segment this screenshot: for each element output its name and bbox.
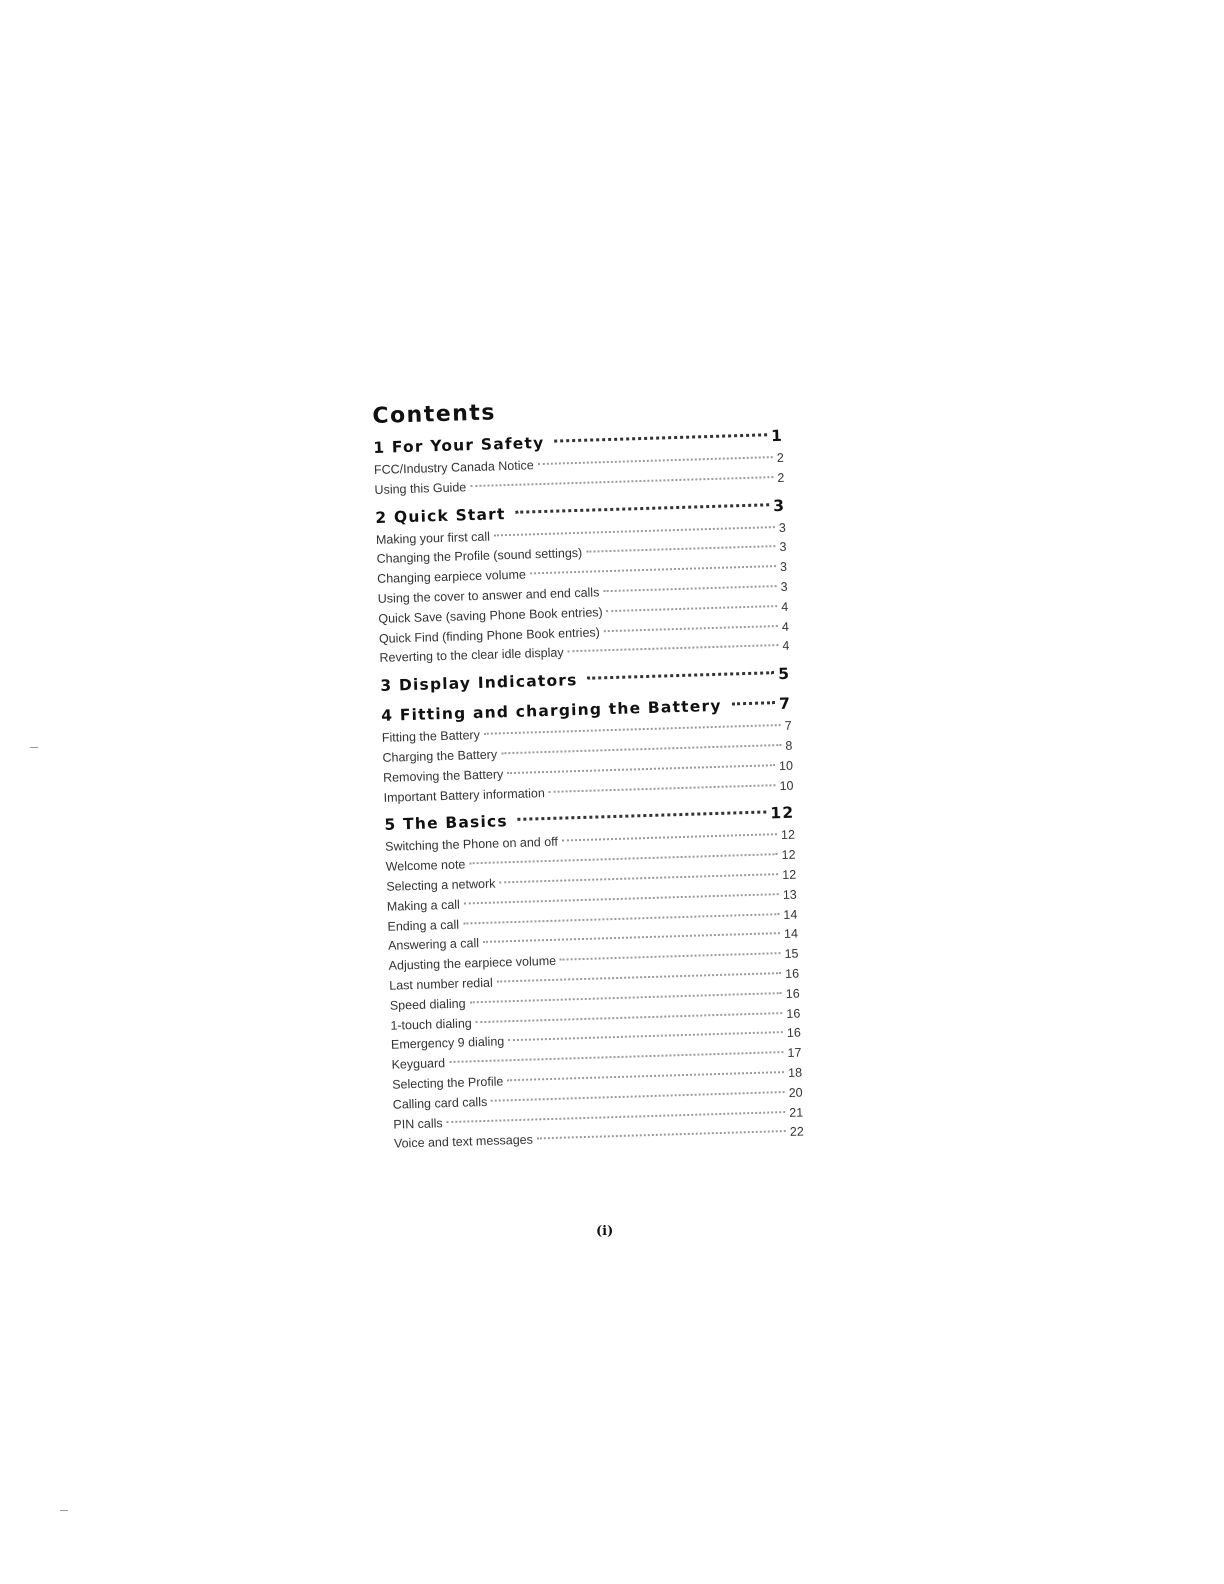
toc-heading-label: 3 Display Indicators xyxy=(380,671,578,696)
toc-entry-label: Adjusting the earpiece volume xyxy=(388,953,557,973)
dot-leader xyxy=(562,834,777,842)
dot-leader xyxy=(568,644,779,652)
toc-entry-label: PIN calls xyxy=(393,1115,443,1132)
toc-entry-label: Making a call xyxy=(386,897,461,914)
contents-title: Contents xyxy=(372,400,497,429)
toc-entry-page: 12 xyxy=(781,847,796,863)
toc-entry-page: 17 xyxy=(787,1045,802,1061)
toc-entry-label: Removing the Battery xyxy=(382,767,504,785)
toc-entry-page: 10 xyxy=(778,758,794,773)
toc-heading-label: 5 The Basics xyxy=(384,812,509,835)
dot-leader xyxy=(530,565,776,574)
toc-entry-label: Using this Guide xyxy=(374,480,467,497)
toc-entry-page: 2 xyxy=(776,450,784,466)
dot-leader xyxy=(586,545,775,553)
toc-entry-page: 16 xyxy=(786,1006,801,1021)
toc-entry-page: 2 xyxy=(777,470,785,485)
toc-entry-page: 4 xyxy=(781,619,789,634)
toc-entry-label: Voice and text messages xyxy=(393,1132,534,1151)
toc-entry-page: 3 xyxy=(778,520,787,535)
toc-heading[interactable] xyxy=(380,665,791,701)
toc-entry-label: Welcome note xyxy=(385,857,466,874)
dot-leader xyxy=(499,873,778,883)
toc-entry-label: Charging the Battery xyxy=(382,747,498,765)
dot-leader xyxy=(549,784,776,793)
page-number: (i) xyxy=(596,1224,614,1239)
toc-entry-page: 20 xyxy=(788,1085,803,1100)
toc-entry-page: 14 xyxy=(783,907,798,922)
toc-entry-label: Changing the Profile (sound settings) xyxy=(376,546,583,567)
dot-leader xyxy=(516,503,770,514)
dot-leader xyxy=(470,476,773,487)
toc-heading-page: 12 xyxy=(770,804,795,823)
toc-entry-page: 13 xyxy=(782,887,797,902)
toc-entry-page: 10 xyxy=(779,778,794,793)
toc-entry-page: 14 xyxy=(783,926,799,942)
dot-leader xyxy=(554,433,767,442)
toc-entry-label: Reverting to the clear idle display xyxy=(379,645,564,666)
dot-leader xyxy=(484,724,781,735)
dot-leader xyxy=(507,1071,784,1081)
toc-section-2 xyxy=(375,496,790,671)
toc-heading-label: 4 Fitting and charging the Battery xyxy=(380,696,722,726)
scan-mark xyxy=(60,1510,68,1511)
toc-heading-label: 2 Quick Start xyxy=(375,504,506,527)
toc-heading-page: 3 xyxy=(772,496,786,515)
dot-leader xyxy=(732,701,776,705)
dot-leader xyxy=(607,605,778,612)
toc-entry-label: Ending a call xyxy=(387,917,460,934)
dot-leader xyxy=(560,952,781,961)
toc-section-4 xyxy=(381,695,794,810)
toc-entry-page: 12 xyxy=(782,867,797,882)
toc-entry-label: Quick Save (saving Phone Book entries) xyxy=(378,605,603,626)
toc-entry-page: 12 xyxy=(780,828,796,843)
toc-entry-page: 3 xyxy=(779,540,787,555)
toc-entry-label: Changing earpiece volume xyxy=(376,567,527,587)
toc-entry-label: 1-touch dialing xyxy=(390,1015,472,1033)
scan-mark xyxy=(30,747,38,748)
dot-leader xyxy=(518,811,767,821)
toc-entry-label: Selecting the Profile xyxy=(391,1074,504,1092)
toc-entry-page: 7 xyxy=(784,718,792,734)
toc-entry-label: Keyguard xyxy=(391,1056,446,1072)
toc-entry-label: Speed dialing xyxy=(389,996,466,1013)
toc-entry-page: 3 xyxy=(779,559,788,575)
dot-leader xyxy=(501,744,781,754)
toc-entry-page: 15 xyxy=(784,946,799,962)
dot-leader xyxy=(538,456,773,465)
table-of-contents xyxy=(372,392,804,1163)
toc-section-5 xyxy=(384,804,804,1157)
toc-entry-page: 16 xyxy=(785,986,800,1001)
toc-heading-label: 1 For Your Safety xyxy=(373,433,545,457)
toc-entry-page: 16 xyxy=(784,966,800,981)
toc-heading-page: 5 xyxy=(777,664,791,684)
toc-heading-page: 1 xyxy=(770,426,784,446)
toc-entry-page: 22 xyxy=(789,1124,804,1140)
toc-entry-page: 16 xyxy=(786,1025,802,1041)
dot-leader xyxy=(537,1130,786,1139)
toc-entry-page: 18 xyxy=(787,1065,803,1080)
toc-entry-label: Making your first call xyxy=(375,529,491,547)
toc-entry-label: Last number redial xyxy=(389,975,493,993)
toc-entry-label: Switching the Phone on and off xyxy=(384,835,559,855)
toc-entry-label: Answering a call xyxy=(387,936,480,954)
toc-section-1 xyxy=(373,427,785,503)
dot-leader xyxy=(483,932,780,943)
dot-leader xyxy=(604,625,778,632)
toc-entry-label: FCC/Industry Canada Notice xyxy=(373,458,534,477)
toc-entry-page: 4 xyxy=(781,599,789,614)
toc-entry-label: Fitting the Battery xyxy=(381,728,481,746)
toc-entry-label: Calling card calls xyxy=(392,1094,488,1112)
dot-leader xyxy=(507,764,775,774)
toc-heading-page: 7 xyxy=(778,694,792,714)
dot-leader xyxy=(494,526,775,536)
toc-entry-page: 4 xyxy=(782,639,790,654)
toc-section-3 xyxy=(380,665,791,701)
toc-entry-label: Important Battery information xyxy=(383,785,545,805)
toc-entry-label: Using the cover to answer and end calls xyxy=(377,585,600,606)
toc-entry-label: Selecting a network xyxy=(386,876,496,894)
dot-leader xyxy=(603,585,776,592)
dot-leader xyxy=(508,1031,783,1041)
toc-entry-label: Emergency 9 dialing xyxy=(390,1034,505,1053)
toc-entry-page: 3 xyxy=(780,579,788,594)
dot-leader xyxy=(497,972,781,982)
toc-entry-label: Quick Find (finding Phone Book entries) xyxy=(378,624,601,646)
dot-leader xyxy=(587,671,774,680)
toc-entry-page: 8 xyxy=(785,738,793,753)
toc-entry-page: 21 xyxy=(789,1105,804,1120)
dot-leader xyxy=(491,1091,785,1102)
